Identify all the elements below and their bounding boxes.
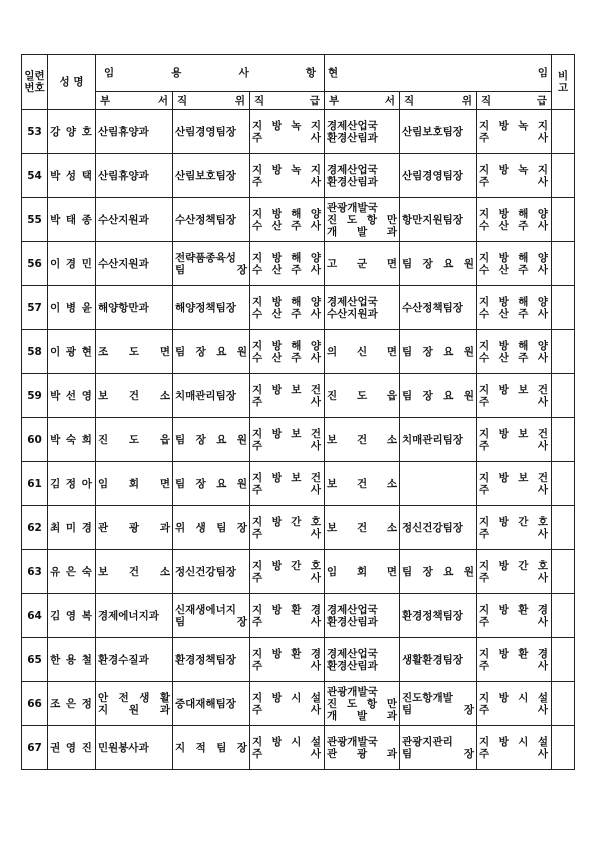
row-no: 54 bbox=[22, 154, 48, 198]
row-name: 한 용 철 bbox=[48, 638, 96, 682]
row-position: 수산정책팀장 bbox=[173, 198, 250, 242]
row-current-position: 산림보호팀장 bbox=[400, 110, 477, 154]
row-position: 지 적 팀 장 bbox=[173, 726, 250, 770]
row-current-dept: 관광개발국 진 도 항 만 개 발 과 bbox=[325, 198, 400, 242]
row-current-dept: 경제산업국 환경산림과 bbox=[325, 594, 400, 638]
row-grade: 지 방 보 건 주 사 bbox=[250, 462, 325, 506]
row-name: 최 미 경 bbox=[48, 506, 96, 550]
row-note bbox=[552, 198, 575, 242]
row-note bbox=[552, 506, 575, 550]
row-name: 김 영 복 bbox=[48, 594, 96, 638]
row-no: 64 bbox=[22, 594, 48, 638]
row-name: 이 경 민 bbox=[48, 242, 96, 286]
row-name: 박 선 영 bbox=[48, 374, 96, 418]
row-current-dept: 경제산업국 환경산림과 bbox=[325, 638, 400, 682]
row-current-position: 정신건강팀장 bbox=[400, 506, 477, 550]
row-current-dept: 경제산업국 환경산림과 bbox=[325, 110, 400, 154]
row-current-dept: 관광개발국 관 광 과 bbox=[325, 726, 400, 770]
row-current-grade: 지 방 환 경 주 사 bbox=[477, 638, 552, 682]
row-current-position: 팀 장 요 원 bbox=[400, 550, 477, 594]
row-name: 박 성 택 bbox=[48, 154, 96, 198]
row-current-grade: 지 방 보 건 주 사 bbox=[477, 462, 552, 506]
table-row bbox=[22, 154, 575, 198]
row-note bbox=[552, 462, 575, 506]
header-dept bbox=[96, 92, 173, 110]
row-dept: 산림휴양과 bbox=[96, 110, 173, 154]
row-note bbox=[552, 550, 575, 594]
row-position: 팀 장 요 원 bbox=[173, 418, 250, 462]
row-note bbox=[552, 242, 575, 286]
row-name: 권 영 진 bbox=[48, 726, 96, 770]
personnel-table bbox=[21, 54, 575, 770]
row-grade: 지 방 시 설 주 사 bbox=[250, 726, 325, 770]
header-note: 비 고 bbox=[552, 55, 575, 110]
table-row bbox=[22, 594, 575, 638]
table-row bbox=[22, 286, 575, 330]
header-pos2 bbox=[400, 92, 477, 110]
row-dept: 관 광 과 bbox=[96, 506, 173, 550]
table-row bbox=[22, 110, 575, 154]
table-row bbox=[22, 506, 575, 550]
row-note bbox=[552, 418, 575, 462]
row-current-position: 산림경영팀장 bbox=[400, 154, 477, 198]
row-name: 조 은 정 bbox=[48, 682, 96, 726]
header-dept-b: 서 bbox=[157, 94, 168, 107]
row-note bbox=[552, 110, 575, 154]
header-pos2-a: 직 bbox=[404, 94, 415, 107]
header-appoint-char: 사 bbox=[238, 67, 249, 79]
row-current-dept: 경제산업국 환경산림과 bbox=[325, 154, 400, 198]
row-no: 53 bbox=[22, 110, 48, 154]
row-current-dept: 경제산업국 수산지원과 bbox=[325, 286, 400, 330]
row-current-dept: 보 건 소 bbox=[325, 506, 400, 550]
row-note bbox=[552, 594, 575, 638]
row-current-dept: 의 신 면 bbox=[325, 330, 400, 374]
row-current-grade: 지 방 녹 지 주 사 bbox=[477, 110, 552, 154]
row-dept: 산림휴양과 bbox=[96, 154, 173, 198]
table-row bbox=[22, 462, 575, 506]
row-current-position: 치매관리팀장 bbox=[400, 418, 477, 462]
table-row bbox=[22, 330, 575, 374]
row-current-position: 팀 장 요 원 bbox=[400, 242, 477, 286]
row-no: 65 bbox=[22, 638, 48, 682]
header-pos-a: 직 bbox=[177, 94, 188, 107]
header-grade bbox=[250, 92, 325, 110]
row-current-dept: 진 도 읍 bbox=[325, 374, 400, 418]
row-current-position: 수산정책팀장 bbox=[400, 286, 477, 330]
row-current-grade: 지 방 시 설 주 사 bbox=[477, 726, 552, 770]
row-grade: 지 방 해 양 수 산 주 사 bbox=[250, 330, 325, 374]
table-row bbox=[22, 418, 575, 462]
header-pos bbox=[173, 92, 250, 110]
row-dept: 보 건 소 bbox=[96, 550, 173, 594]
row-name: 강 양 호 bbox=[48, 110, 96, 154]
header-grade2-b: 급 bbox=[536, 94, 548, 107]
row-dept: 수산지원과 bbox=[96, 198, 173, 242]
row-grade: 지 방 시 설 주 사 bbox=[250, 682, 325, 726]
header-dept-a: 부 bbox=[100, 94, 111, 107]
row-current-grade: 지 방 해 양 수 산 주 사 bbox=[477, 286, 552, 330]
row-current-grade: 지 방 해 양 수 산 주 사 bbox=[477, 198, 552, 242]
header-appoint-char: 용 bbox=[171, 67, 182, 79]
row-current-dept: 고 군 면 bbox=[325, 242, 400, 286]
row-current-grade: 지 방 환 경 주 사 bbox=[477, 594, 552, 638]
header-grade2-a: 직 bbox=[481, 94, 492, 107]
row-current-dept: 관광개발국 진 도 항 만 개 발 과 bbox=[325, 682, 400, 726]
row-dept: 해양항만과 bbox=[96, 286, 173, 330]
row-note bbox=[552, 682, 575, 726]
header-appoint-char: 항 bbox=[305, 67, 316, 79]
header-no: 일련 번호 bbox=[22, 55, 48, 110]
row-no: 63 bbox=[22, 550, 48, 594]
header-appointment bbox=[96, 55, 325, 92]
row-position: 산림보호팀장 bbox=[173, 154, 250, 198]
row-note bbox=[552, 726, 575, 770]
row-position: 위 생 팀 장 bbox=[173, 506, 250, 550]
row-note bbox=[552, 330, 575, 374]
row-no: 58 bbox=[22, 330, 48, 374]
header-pos2-b: 위 bbox=[461, 94, 473, 107]
row-dept: 민원봉사과 bbox=[96, 726, 173, 770]
header-dept2 bbox=[325, 92, 400, 110]
row-note bbox=[552, 638, 575, 682]
row-current-position: 팀 장 요 원 bbox=[400, 374, 477, 418]
header-pos-b: 위 bbox=[234, 94, 245, 107]
header-dept2-b: 서 bbox=[384, 94, 396, 107]
row-no: 57 bbox=[22, 286, 48, 330]
row-dept: 보 건 소 bbox=[96, 374, 173, 418]
row-note bbox=[552, 154, 575, 198]
row-dept: 조 도 면 bbox=[96, 330, 173, 374]
row-grade: 지 방 환 경 주 사 bbox=[250, 638, 325, 682]
table-row bbox=[22, 638, 575, 682]
row-position: 전략품종육성 팀 장 bbox=[173, 242, 250, 286]
row-grade: 지 방 해 양 수 산 주 사 bbox=[250, 242, 325, 286]
row-no: 55 bbox=[22, 198, 48, 242]
row-current-position: 생활환경팀장 bbox=[400, 638, 477, 682]
row-dept: 수산지원과 bbox=[96, 242, 173, 286]
row-position: 팀 장 요 원 bbox=[173, 462, 250, 506]
row-current-dept: 임 회 면 bbox=[325, 550, 400, 594]
row-position: 중대재해팀장 bbox=[173, 682, 250, 726]
row-position: 환경정책팀장 bbox=[173, 638, 250, 682]
row-grade: 지 방 보 건 주 사 bbox=[250, 374, 325, 418]
header-name: 성 명 bbox=[48, 55, 96, 110]
table-row bbox=[22, 550, 575, 594]
row-current-dept: 보 건 소 bbox=[325, 418, 400, 462]
row-grade: 지 방 해 양 수 산 주 사 bbox=[250, 286, 325, 330]
row-dept: 경제에너지과 bbox=[96, 594, 173, 638]
row-position: 신재생에너지 팀 장 bbox=[173, 594, 250, 638]
row-grade: 지 방 간 호 주 사 bbox=[250, 550, 325, 594]
row-name: 이 광 현 bbox=[48, 330, 96, 374]
header-grade-b: 급 bbox=[309, 94, 321, 107]
row-name: 유 은 숙 bbox=[48, 550, 96, 594]
row-current-position: 환경정책팀장 bbox=[400, 594, 477, 638]
row-current-grade: 지 방 해 양 수 산 주 사 bbox=[477, 242, 552, 286]
header-grade-a: 직 bbox=[254, 94, 265, 107]
header-appoint-char: 임 bbox=[104, 67, 115, 79]
row-no: 56 bbox=[22, 242, 48, 286]
row-name: 이 병 윤 bbox=[48, 286, 96, 330]
row-current-grade: 지 방 보 건 주 사 bbox=[477, 418, 552, 462]
row-current-position: 팀 장 요 원 bbox=[400, 330, 477, 374]
row-grade: 지 방 녹 지 주 사 bbox=[250, 110, 325, 154]
header-current-right: 임 bbox=[537, 67, 549, 79]
row-current-grade: 지 방 시 설 주 사 bbox=[477, 682, 552, 726]
row-no: 59 bbox=[22, 374, 48, 418]
row-name: 박 숙 희 bbox=[48, 418, 96, 462]
row-dept: 안 전 생 활 지 원 과 bbox=[96, 682, 173, 726]
table-row bbox=[22, 198, 575, 242]
row-current-grade: 지 방 간 호 주 사 bbox=[477, 550, 552, 594]
row-dept: 진 도 읍 bbox=[96, 418, 173, 462]
row-no: 67 bbox=[22, 726, 48, 770]
header-current-left: 현 bbox=[328, 67, 339, 79]
row-position: 해양정책팀장 bbox=[173, 286, 250, 330]
table-row bbox=[22, 374, 575, 418]
row-grade: 지 방 보 건 주 사 bbox=[250, 418, 325, 462]
row-no: 62 bbox=[22, 506, 48, 550]
row-grade: 지 방 환 경 주 사 bbox=[250, 594, 325, 638]
table-row bbox=[22, 682, 575, 726]
row-note bbox=[552, 286, 575, 330]
row-no: 61 bbox=[22, 462, 48, 506]
row-grade: 지 방 녹 지 주 사 bbox=[250, 154, 325, 198]
row-name: 김 정 아 bbox=[48, 462, 96, 506]
row-current-position bbox=[400, 462, 477, 506]
row-position: 산림경영팀장 bbox=[173, 110, 250, 154]
row-current-dept: 보 건 소 bbox=[325, 462, 400, 506]
row-current-position: 항만지원팀장 bbox=[400, 198, 477, 242]
header-dept2-a: 부 bbox=[329, 94, 340, 107]
row-grade: 지 방 간 호 주 사 bbox=[250, 506, 325, 550]
row-position: 치매관리팀장 bbox=[173, 374, 250, 418]
row-current-grade: 지 방 해 양 수 산 주 사 bbox=[477, 330, 552, 374]
row-current-grade: 지 방 간 호 주 사 bbox=[477, 506, 552, 550]
row-name: 박 태 종 bbox=[48, 198, 96, 242]
row-note bbox=[552, 374, 575, 418]
header-current bbox=[325, 55, 552, 92]
row-dept: 임 회 면 bbox=[96, 462, 173, 506]
row-current-position: 진도항개발 팀 장 bbox=[400, 682, 477, 726]
table-row bbox=[22, 242, 575, 286]
header-grade2 bbox=[477, 92, 552, 110]
row-dept: 환경수질과 bbox=[96, 638, 173, 682]
table-row bbox=[22, 726, 575, 770]
row-position: 팀 장 요 원 bbox=[173, 330, 250, 374]
row-current-position: 관광지관리 팀 장 bbox=[400, 726, 477, 770]
row-current-grade: 지 방 보 건 주 사 bbox=[477, 374, 552, 418]
row-no: 66 bbox=[22, 682, 48, 726]
row-grade: 지 방 해 양 수 산 주 사 bbox=[250, 198, 325, 242]
row-no: 60 bbox=[22, 418, 48, 462]
row-position: 정신건강팀장 bbox=[173, 550, 250, 594]
row-current-grade: 지 방 녹 지 주 사 bbox=[477, 154, 552, 198]
